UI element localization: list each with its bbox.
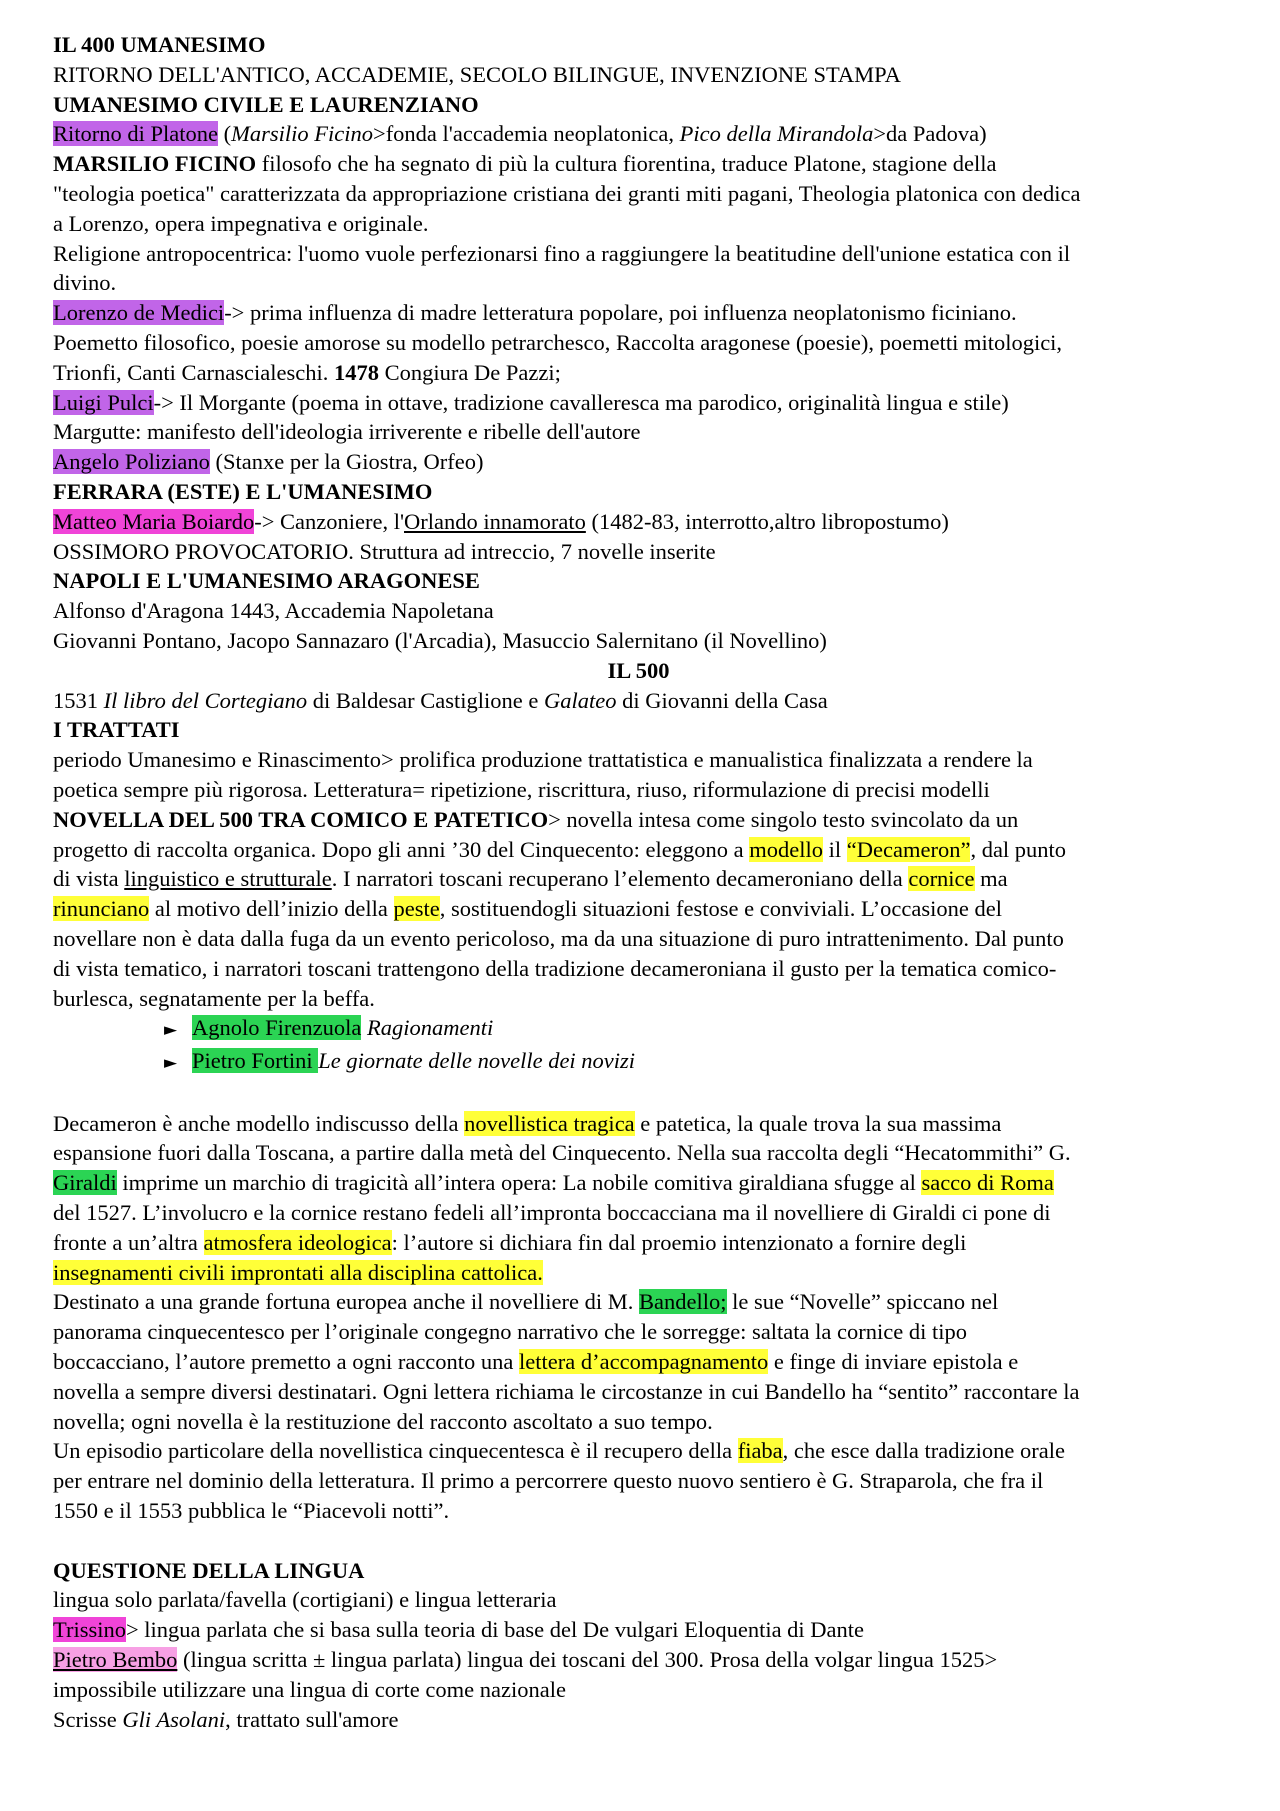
hl-decameron: “Decameron”	[846, 836, 971, 862]
line-novella-1: NOVELLA DEL 500 TRA COMICO E PATETICO> novella intesa come singolo testo svincolato da un	[53, 806, 1019, 832]
heading-umanesimo-civile: UMANESIMO CIVILE E LAURENZIANO	[53, 91, 479, 117]
hl-lorenzo: Lorenzo de Medici	[53, 300, 225, 326]
line-trissino: Trissino> lingua parlata che si basa sulla teoria di base del De vulgari Eloquentia di Dante	[53, 1617, 865, 1643]
line-tragica-5: fronte a un’altra atmosfera ideologica: l’autore si dichiara fin dal proemio intenzionato a fornire degli	[53, 1229, 967, 1255]
hl-cornice: cornice	[908, 866, 975, 892]
line-asolani: Scrisse Gli Asolani, trattato sull'amore	[53, 1706, 399, 1732]
hl-bandello: Bandello;	[639, 1289, 727, 1315]
line-novella-2: progetto di raccolta organica. Dopo gli anni ’30 del Cinquecento: eleggono a modello il “Decameron”, dal punto	[53, 836, 1067, 862]
line-ficino-2: "teologia poetica" caratterizzata da appropriazione cristiana dei granti miti pagani, Theologia platonica con dedica	[53, 180, 1081, 206]
hl-sacco-di-roma: sacco di Roma	[921, 1170, 1054, 1196]
hl-fortini: Pietro Fortini	[192, 1048, 319, 1074]
line-tragica-3: Giraldi imprime un marchio di tragicità all’intera opera: La nobile comitiva giraldiana sfugge al sacco di Roma	[53, 1170, 1054, 1196]
line-bandello-5: novella; ogni novella è la restituzione del racconto ascoltato a suo tempo.	[53, 1408, 713, 1434]
line-bembo: Pietro Bembo (lingua scritta ± lingua parlata) lingua dei toscani del 300. Prosa della volgar lingua 1525>	[53, 1647, 998, 1673]
line-cortegiano: 1531 Il libro del Cortegiano di Baldesar Castiglione e Galateo di Giovanni della Casa	[53, 687, 828, 713]
heading-ferrara: FERRARA (ESTE) E L'UMANESIMO	[53, 478, 433, 504]
line-bandello-4: novella a sempre diversi destinatari. Ogni lettera richiama le circostanze in cui Bandello ha “sentito” raccontare la	[53, 1378, 1080, 1404]
line-lingua-4: impossibile utilizzare una lingua di corte come nazionale	[53, 1676, 566, 1702]
title: IL 400 UMANESIMO	[53, 32, 266, 57]
line-boiardo: Matteo Maria Boiardo-> Canzoniere, l'Orlando innamorato (1482-83, interrotto,altro libropostumo)	[53, 508, 949, 534]
line-novella-7: burlesca, segnatamente per la beffa.	[53, 985, 375, 1011]
spacer	[53, 1526, 1224, 1556]
line-novella-5: novellare non è data dalla fuga da un evento pericoloso, ma da una situazione di puro intrattenimento. Dal punto	[53, 925, 1064, 951]
line-religione-2: divino.	[53, 270, 117, 296]
line-fiaba-1: Un episodio particolare della novellistica cinquecentesca è il recupero della fiaba, che esce dalla tradizione orale	[53, 1438, 1066, 1464]
triangle-bullet-icon: ►	[164, 1020, 178, 1041]
line-trattati-2: poetica sempre più rigorosa. Letteratura= ripetizione, riscrittura, riuso, riformulazione di precisi modelli	[53, 776, 990, 802]
subtitle: RITORNO DELL'ANTICO, ACCADEMIE, SECOLO BILINGUE, INVENZIONE STAMPA	[53, 61, 901, 87]
line-pulci: Luigi Pulci-> Il Morgante (poema in ottave, tradizione cavalleresca ma parodico, originalità lingua e stile)	[53, 389, 1009, 415]
triangle-bullet-icon: ►	[164, 1053, 178, 1074]
bullet-item: ► Agnolo Firenzuola Ragionamenti	[53, 1013, 1224, 1046]
hl-firenzuola: Agnolo Firenzuola	[192, 1015, 362, 1041]
line-tragica-6	[53, 1258, 1224, 1288]
line-ossimoro: OSSIMORO PROVOCATORIO. Struttura ad intreccio, 7 novelle inserite	[53, 538, 716, 564]
line-novella-4: rinunciano al motivo dell’inizio della peste, sostituendogli situazioni festose e conviviali. L’occasione del	[53, 896, 1002, 922]
hl-boiardo: Matteo Maria Boiardo	[53, 508, 255, 534]
bullet-item: ► Pietro Fortini Le giornate delle novelle dei novizi	[53, 1046, 1224, 1079]
hl-rinunciano: rinunciano	[53, 896, 150, 922]
line-novella-6: di vista tematico, i narratori toscani trattengono della tradizione decameroniana il gusto per la tematica comico-	[53, 955, 1057, 981]
line-bandello-1: Destinato a una grande fortuna europea anche il novelliere di M. Bandello; le sue “Novelle” spiccano nel	[53, 1289, 999, 1315]
line-religione-1: Religione antropocentrica: l'uomo vuole perfezionarsi fino a raggiungere la beatitudine dell'unione estatica con il	[53, 240, 1071, 266]
hl-poliziano: Angelo Poliziano	[53, 449, 210, 475]
hl-pulci: Luigi Pulci	[53, 389, 154, 415]
heading-trattati: I TRATTATI	[53, 717, 180, 743]
hl-insegnamenti: insegnamenti civili improntati alla disciplina cattolica.	[53, 1259, 543, 1285]
heading-napoli: NAPOLI E L'UMANESIMO ARAGONESE	[53, 568, 480, 594]
line-pontano: Giovanni Pontano, Jacopo Sannazaro (l'Arcadia), Masuccio Salernitano (il Novellino)	[53, 627, 827, 653]
line-tragica-1: Decameron è anche modello indiscusso della novellistica tragica e patetica, la quale trova la sua massima	[53, 1110, 1002, 1136]
line-fiaba-2: per entrare nel dominio della letteratura. Il primo a percorrere questo nuovo sentiero è G. Straparola, che fra il	[53, 1468, 1044, 1494]
hl-peste: peste	[393, 896, 440, 922]
line-tragica-4: del 1527. L’involucro e la cornice restano fedeli all’impronta boccacciana ma il novelliere di Giraldi ci pone di	[53, 1200, 1051, 1226]
line-ficino-1: MARSILIO FICINO filosofo che ha segnato di più la cultura fiorentina, traduce Platone, stagione della	[53, 151, 997, 177]
line-lorenzo-1: Lorenzo de Medici-> prima influenza di madre letteratura popolare, poi influenza neoplatonismo ficiniano.	[53, 300, 1017, 326]
hl-atmosfera: atmosfera ideologica	[203, 1229, 392, 1255]
line-margutte: Margutte: manifesto dell'ideologia irriverente e ribelle dell'autore	[53, 419, 641, 445]
line-novella-3: di vista linguistico e strutturale. I narratori toscani recuperano l’elemento decameroniano della cornice ma	[53, 866, 1008, 892]
hl-bembo: Pietro Bembo	[53, 1647, 178, 1673]
line-ficino-3: a Lorenzo, opera impegnativa e originale.	[53, 210, 429, 236]
line-poliziano: Angelo Poliziano (Stanxe per la Giostra, Orfeo)	[53, 449, 484, 475]
line-trattati-1: periodo Umanesimo e Rinascimento> prolifica produzione trattatistica e manualistica finalizzata a rendere la	[53, 747, 1033, 773]
heading-il-500: IL 500	[607, 657, 670, 683]
line-bandello-2: panorama cinquecentesco per l’originale congegno narrativo che le sorregge: saltata la cornice di tipo	[53, 1319, 967, 1345]
line-lorenzo-2: Poemetto filosofico, poesie amorose su modello petrarchesco, Raccolta aragonese (poesie), poemetti mitologici,	[53, 329, 1063, 355]
line-lingua-1: lingua solo parlata/favella (cortigiani) e lingua letteraria	[53, 1587, 557, 1613]
spacer	[53, 1079, 1224, 1109]
hl-modello: modello	[749, 836, 823, 862]
heading-questione-lingua: QUESTIONE DELLA LINGUA	[53, 1557, 365, 1583]
hl-trissino: Trissino	[53, 1617, 126, 1643]
hl-lettera: lettera d’accompagnamento	[519, 1349, 769, 1375]
line-tragica-2: espansione fuori dalla Toscana, a partire dalla metà del Cinquecento. Nella sua raccolta degli “Hecatommithi” G.	[53, 1140, 1071, 1166]
line-platone: Ritorno di Platone (Marsilio Ficino>fonda l'accademia neoplatonica, Pico della Mirandola>da Padova)	[53, 121, 987, 147]
line-lorenzo-3: Trionfi, Canti Carnascialeschi. 1478 Congiura De Pazzi;	[53, 359, 561, 385]
hl-giraldi: Giraldi	[53, 1170, 117, 1196]
line-bandello-3: boccacciano, l’autore premetto a ogni racconto una lettera d’accompagnamento e finge di inviare epistola e	[53, 1349, 1019, 1375]
line-fiaba-3: 1550 e il 1553 pubblica le “Piacevoli notti”.	[53, 1498, 450, 1524]
hl-fiaba: fiaba	[737, 1438, 783, 1464]
hl-novellistica-tragica: novellistica tragica	[464, 1110, 635, 1136]
line-alfonso: Alfonso d'Aragona 1443, Accademia Napoletana	[53, 598, 494, 624]
hl-ritorno-platone: Ritorno di Platone	[53, 121, 218, 147]
